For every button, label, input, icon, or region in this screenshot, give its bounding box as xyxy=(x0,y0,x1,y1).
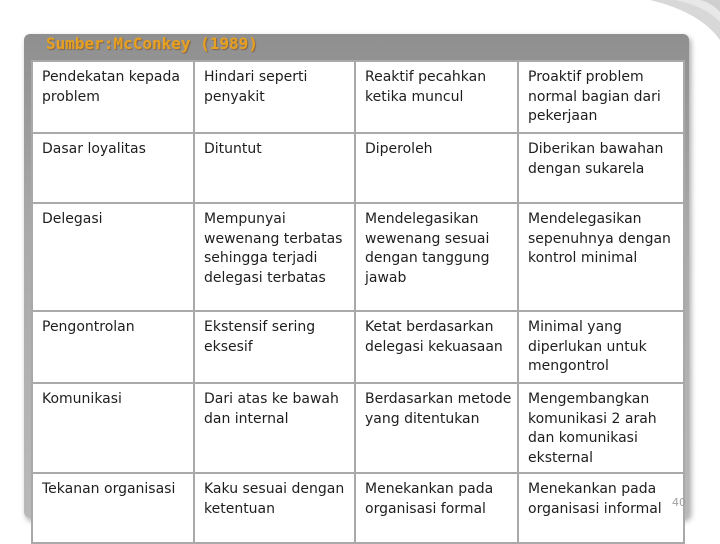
table-cell-aspect: Pengontrolan xyxy=(32,311,194,383)
table-row xyxy=(32,203,684,311)
table-cell: Dari atas ke bawah dan internal xyxy=(194,383,355,473)
table-cell: Dituntut xyxy=(194,133,355,203)
table-cell: Minimal yang diperlukan untuk mengontrol xyxy=(518,311,684,383)
table-cell: Mempunyai wewenang terbatas sehingga terjadi delegasi terbatas xyxy=(194,203,355,311)
table-cell: Menekankan pada organisasi informal xyxy=(518,473,684,543)
table-row xyxy=(32,311,684,383)
table-cell-aspect: Pendekatan kepada problem xyxy=(32,61,194,133)
table-cell-aspect: Tekanan organisasi xyxy=(32,473,194,543)
table-cell: Ketat berdasarkan delegasi kekuasaan xyxy=(355,311,518,383)
table-cell: Reaktif pecahkan ketika muncul xyxy=(355,61,518,133)
table-cell-aspect: Komunikasi xyxy=(32,383,194,473)
table-cell: Berdasarkan metode yang ditentukan xyxy=(355,383,518,473)
table-cell: Hindari seperti penyakit xyxy=(194,61,355,133)
table-cell: Menekankan pada organisasi formal xyxy=(355,473,518,543)
table-cell-aspect: Dasar loyalitas xyxy=(32,133,194,203)
table-cell: Kaku sesuai dengan ketentuan xyxy=(194,473,355,543)
table-cell: Mendelegasikan sepenuhnya dengan kontrol minimal xyxy=(518,203,684,311)
table-cell: Diperoleh xyxy=(355,133,518,203)
table-cell: Mengembangkan komunikasi 2 arah dan komunikasi eksternal xyxy=(518,383,684,473)
table-cell: Ekstensif sering eksesif xyxy=(194,311,355,383)
table-cell: Diberikan bawahan dengan sukarela xyxy=(518,133,684,203)
table-row xyxy=(32,133,684,203)
page-number: 40 xyxy=(672,496,686,509)
slide-title: Sumber:McConkey (1989) xyxy=(46,34,258,53)
table-row xyxy=(32,61,684,133)
table-row xyxy=(32,383,684,473)
table-cell: Mendelegasikan wewenang sesuai dengan tanggung jawab xyxy=(355,203,518,311)
table-cell: Proaktif problem normal bagian dari pekerjaan xyxy=(518,61,684,133)
table-row xyxy=(32,473,684,543)
table-cell-aspect: Delegasi xyxy=(32,203,194,311)
comparison-table xyxy=(31,60,685,544)
